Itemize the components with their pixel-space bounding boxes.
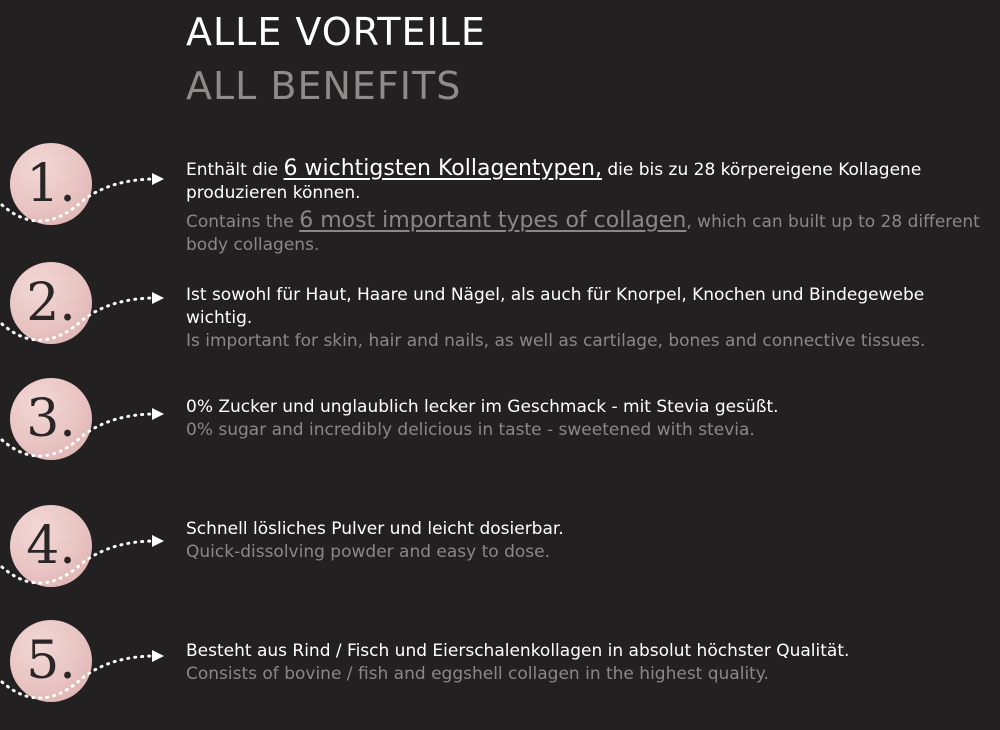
numeral: 5. bbox=[26, 631, 76, 691]
dotted-arrow-icon bbox=[0, 262, 180, 362]
benefit-german: Besteht aus Rind / Fisch und Eierschalenkollagen in absolut höchster Qualität. bbox=[186, 641, 850, 661]
text-post: die bis zu 28 körpereigene Kollagene produzieren können. bbox=[186, 160, 922, 203]
benefit-german bbox=[186, 157, 986, 205]
benefit-text bbox=[186, 396, 986, 442]
text-pre: Contains the bbox=[186, 212, 300, 232]
benefit-english: 0% sugar and incredibly delicious in taste - sweetened with stevia. bbox=[186, 420, 755, 440]
benefit-german: Schnell lösliches Pulver und leicht dosierbar. bbox=[186, 519, 564, 539]
benefit-item-5 bbox=[0, 620, 1000, 730]
benefit-english: Consists of bovine / fish and eggshell collagen in the highest quality. bbox=[186, 664, 769, 684]
benefit-english bbox=[186, 209, 986, 257]
benefit-english: Quick-dissolving powder and easy to dose. bbox=[186, 542, 551, 562]
title-german: ALLE VORTEILE bbox=[186, 10, 486, 54]
benefit-item-4 bbox=[0, 505, 1000, 615]
benefit-text bbox=[186, 284, 986, 353]
title-english: ALL BENEFITS bbox=[186, 64, 462, 108]
benefit-english: Is important for skin, hair and nails, as well as cartilage, bones and connective tissues. bbox=[186, 331, 926, 351]
benefit-item-3 bbox=[0, 378, 1000, 488]
dotted-arrow-icon bbox=[0, 143, 180, 243]
highlight-text: 6 most important types of collagen bbox=[299, 208, 687, 233]
benefit-german: 0% Zucker und unglaublich lecker im Geschmack - mit Stevia gesüßt. bbox=[186, 397, 779, 417]
numeral: 3. bbox=[26, 389, 76, 449]
text-pre: Enthält die bbox=[186, 160, 284, 180]
numeral: 2. bbox=[26, 273, 76, 333]
benefit-item-2 bbox=[0, 262, 1000, 372]
highlight-text: 6 wichtigsten Kollagentypen, bbox=[283, 156, 602, 181]
text-post: , which can built up to 28 different body collagens. bbox=[186, 212, 980, 255]
benefit-item-1 bbox=[0, 143, 1000, 253]
benefit-text bbox=[186, 157, 986, 257]
benefit-text bbox=[186, 518, 986, 564]
benefit-german: Ist sowohl für Haut, Haare und Nägel, als auch für Knorpel, Knochen und Bindegewebe wichtig. bbox=[186, 285, 925, 328]
dotted-arrow-icon bbox=[0, 378, 180, 478]
benefit-text bbox=[186, 640, 986, 686]
numeral: 1. bbox=[26, 154, 76, 214]
numeral: 4. bbox=[26, 516, 76, 576]
dotted-arrow-icon bbox=[0, 620, 180, 720]
dotted-arrow-icon bbox=[0, 505, 180, 605]
